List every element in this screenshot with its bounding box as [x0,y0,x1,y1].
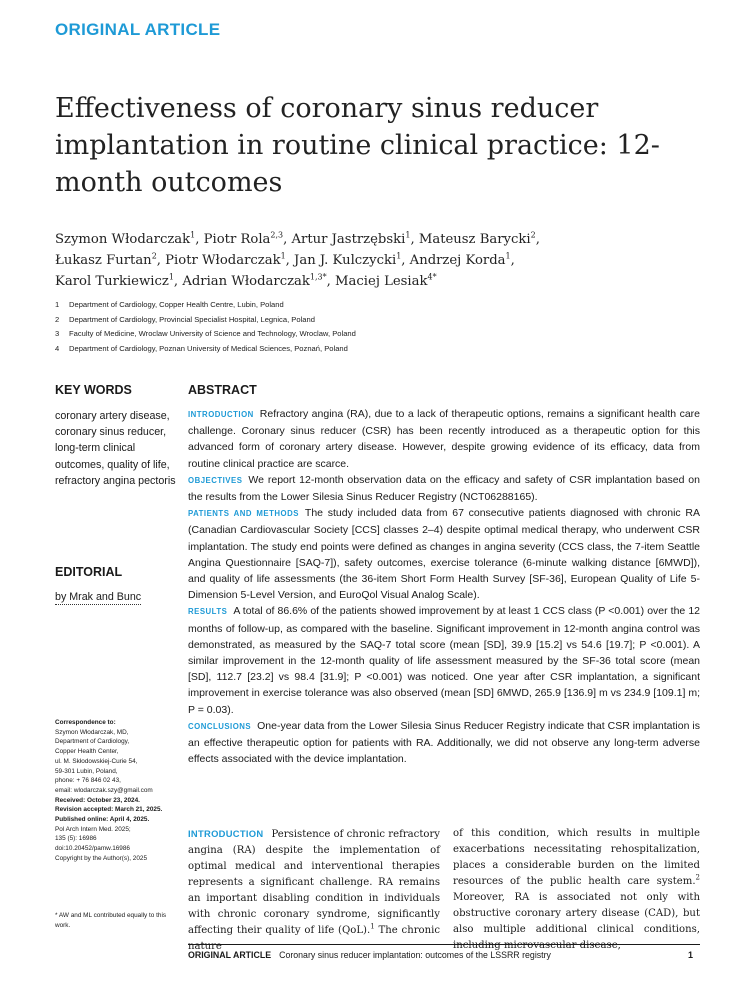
affiliation-number: 2 [55,314,60,324]
revision-date: Revision accepted: March 21, 2025. [55,806,163,814]
affiliation-text: Department of Cardiology, Poznan University of Medical Sciences, Poznań, Poland [69,343,348,353]
author-name: Łukasz Furtan [55,253,152,268]
author-name: Andrzej Korda [409,253,506,268]
keywords-heading: KEY WORDS [55,383,132,397]
body-text: Persistence of chronic refractory angina (RA) despite the implementation of optimal medical and interventional therapies represents a significant challenge. RA remains an important disabling condition in individuals with chronic coronary syndrome, significantly affecting their quality of life (QoL). [188,829,440,936]
section-label: OBJECTIVES [188,475,243,485]
correspondence-line: 59-301 Lubin, Poland, [55,767,118,775]
section-label: CONCLUSIONS [188,721,252,731]
editorial-link[interactable]: by Mrak and Bunc [55,591,142,603]
correspondence-address [55,728,180,796]
section-label: PATIENTS AND METHODS [188,509,299,519]
editorial-heading: EDITORIAL [55,565,123,579]
received-date: Received: October 23, 2024. [55,796,140,804]
correspondence-heading: Correspondence to: [55,719,116,726]
citation-ref[interactable]: 1 [370,922,375,931]
footer-label: ORIGINAL ARTICLE [188,950,272,960]
author-affiliation-ref: 1,3* [309,272,327,282]
correspondence-line: Copper Health Center, [55,748,119,756]
body-text: The chronic nature [188,925,440,952]
section-text: The study included data from 67 consecutive patients diagnosed with chronic RA (Canadian Cardiovascular Society [CCS] classes 2–4) despite optimal medical therapy, who underwent CSR implantation. The study end points were defined as changes in angina severity (CCS class, the 7-item Seattle Angina Questionnaire [SAQ-7]), safety outcomes, exercise tolerance (6-minute walking distance [6MWD]), and quality of life assessments (the 36-item Short Form Health Survey [SF-36], European Quality of Life 5-Dimension 5-Level Version, and EuroQol Visual Analog Scale). [188,507,700,602]
abstract-results [188,603,700,717]
affiliation-list [55,298,655,356]
author-name: Maciej Lesiak [335,274,428,289]
citation-line: Copyright by the Author(s), 2025 [55,854,148,862]
author-affiliation-ref: 1 [168,272,174,282]
footer-divider [188,944,700,945]
correspondence-line: phone: + 76 846 02 43, [55,777,121,785]
correspondence-block [55,718,180,864]
abstract-conclusions [188,718,700,768]
author-affiliation-ref: 1 [280,251,286,261]
affiliation-number: 3 [55,329,60,339]
author-name: Piotr Włodarczak [165,253,281,268]
citation-info [55,825,180,864]
correspondence-line: Department of Cardiology, [55,738,130,746]
citation-line: 135 (5): 16986 [55,835,97,843]
section-label: RESULTS [188,607,228,617]
running-footer [188,950,551,960]
author-name: Szymon Włodarczak [55,232,191,247]
article-title: Effectiveness of coronary sinus reducer implantation in routine clinical practice: 12-month outcomes [55,93,660,198]
keywords-text: coronary artery disease, coronary sinus reducer, long-term clinical outcomes, quality of life, refractory angina pectoris [55,410,176,487]
affiliation-number: 4 [55,343,60,353]
author-affiliation-ref: 1 [405,230,411,240]
author-list: Szymon Włodarczak$^1$, Piotr Rola$^{2,3}$, Artur Jastrzębski$^1$, Mateusz Barycki$^2$, Łukasz Furtan$^2$, Piotr Włodarczak$^1$, Jan J. Kulczycki$^1$, Andrzej Korda$^1$, Karol Turkiewicz$^1$, Adrian Włodarczak$^{1,3*}$, Maciej Lesiak$^{4*}$ [55,230,540,289]
author-affiliation-ref: 2,3 [270,230,284,240]
correspondence-line: Szymon Włodarczak, MD, [55,728,129,736]
affiliation-text: Faculty of Medicine, Wroclaw University of Science and Technology, Wroclaw, Poland [69,329,356,339]
author-name: Mateusz Barycki [418,232,531,247]
abstract-objectives [188,472,700,505]
affiliation-item [55,298,655,313]
body-column-2 [453,826,700,954]
section-label: INTRODUCTION [188,410,254,419]
affiliation-number: 1 [55,300,60,309]
author-affiliation-ref: 1 [505,251,511,261]
footer-title: Coronary sinus reducer implantation: outcomes of the LSSRR registry [279,950,551,960]
section-text: Refractory angina (RA), due to a lack of therapeutic options, remains a significant health care challenge. Coronary sinus reducer (CSR) has been recently introduced as a therapeutic option for this advanced form of coronary artery disease. However, despite growing evidence of its efficacy, data from routine clinical practice are scarce. [188,408,700,470]
author-name: Artur Jastrzębski [291,232,406,247]
abstract-introduction [188,406,700,472]
affiliation-text: Department of Cardiology, Provincial Specialist Hospital, Legnica, Poland [69,314,315,324]
intro-label: INTRODUCTION [188,828,264,839]
section-text: One-year data from the Lower Silesia Sinus Reducer Registry indicate that CSR implantation is an effective therapeutic option for patients with RA. Additionally, we did not observe any long-term adverse effects associated with the device implantation. [188,719,700,766]
correspondence-line: ul. M. Skłodowskiej-Curie 54, [55,757,138,765]
article-type-label: ORIGINAL ARTICLE [55,20,221,39]
abstract-body [188,406,700,767]
equal-contribution-note: * AW and ML contributed equally to this work. [55,912,167,929]
author-affiliation-ref: 2 [151,251,157,261]
abstract-methods [188,505,700,603]
author-affiliation-ref: 2 [530,230,536,240]
author-name: Karol Turkiewicz [55,274,169,289]
author-name: Piotr Rola [203,232,271,247]
affiliation-item [55,313,655,328]
body-column-1 [188,826,440,955]
page-number: 1 [688,950,694,960]
author-name: Jan J. Kulczycki [294,253,397,268]
affiliation-text: Department of Cardiology, Copper Health Centre, Lubin, Poland [69,300,284,309]
body-text: of this condition, which results in multiple exacerbations necessitating rehospitalization, places a considerable burden on the limited resources of the public health care system. [453,828,700,887]
author-affiliation-ref: 1 [190,230,196,240]
citation-line: doi:10.20452/pamw.16986 [55,845,130,853]
abstract-heading: ABSTRACT [188,383,257,397]
published-date: Published online: April 4, 2025. [55,816,150,824]
affiliation-item [55,342,655,357]
body-text: Moreover, RA is associated not only with obstructive coronary artery disease (CAD), but also multiple additional clinical conditions, including microvascular disease, [453,892,700,951]
section-text: A total of 86.6% of the patients showed improvement by at least 1 CCS class (P <0.001) over the 12 months of follow-up, as compared with the baseline. Significant improvement in 12-month angina control was demonstrated, as measured by the SAQ-7 total score (mean [SD], 39.9 [15.2] vs 54.6 [19.7]; P <0.001). A similar improvement in the 12-month quality of life assessment measured by the SF-36 total score (mean [SD], 112.7 [23.2] vs 98.4 [31.9]; P <0.001) was noticed. One year after CSR implantation, a significant improvement in exercise tolerance was also observed (mean [SD] 6MWD, 265.9 [136.9] m vs 234.9 [109.1] m; P = 0.03). [188,605,700,716]
affiliation-item [55,327,655,342]
citation-line: Pol Arch Intern Med. 2025; [55,825,131,833]
citation-ref[interactable]: 2 [695,873,700,882]
author-affiliation-ref: 1 [396,251,402,261]
section-text: We report 12-month observation data on the efficacy and safety of CSR implantation based on the results from the Lower Silesia Sinus Reducer Registry (NCT06288165). [188,473,700,504]
correspondence-line: email: wlodarczak.szy@gmail.com [55,786,153,794]
author-affiliation-ref: 4* [427,272,437,282]
author-name: Adrian Włodarczak [182,274,310,289]
